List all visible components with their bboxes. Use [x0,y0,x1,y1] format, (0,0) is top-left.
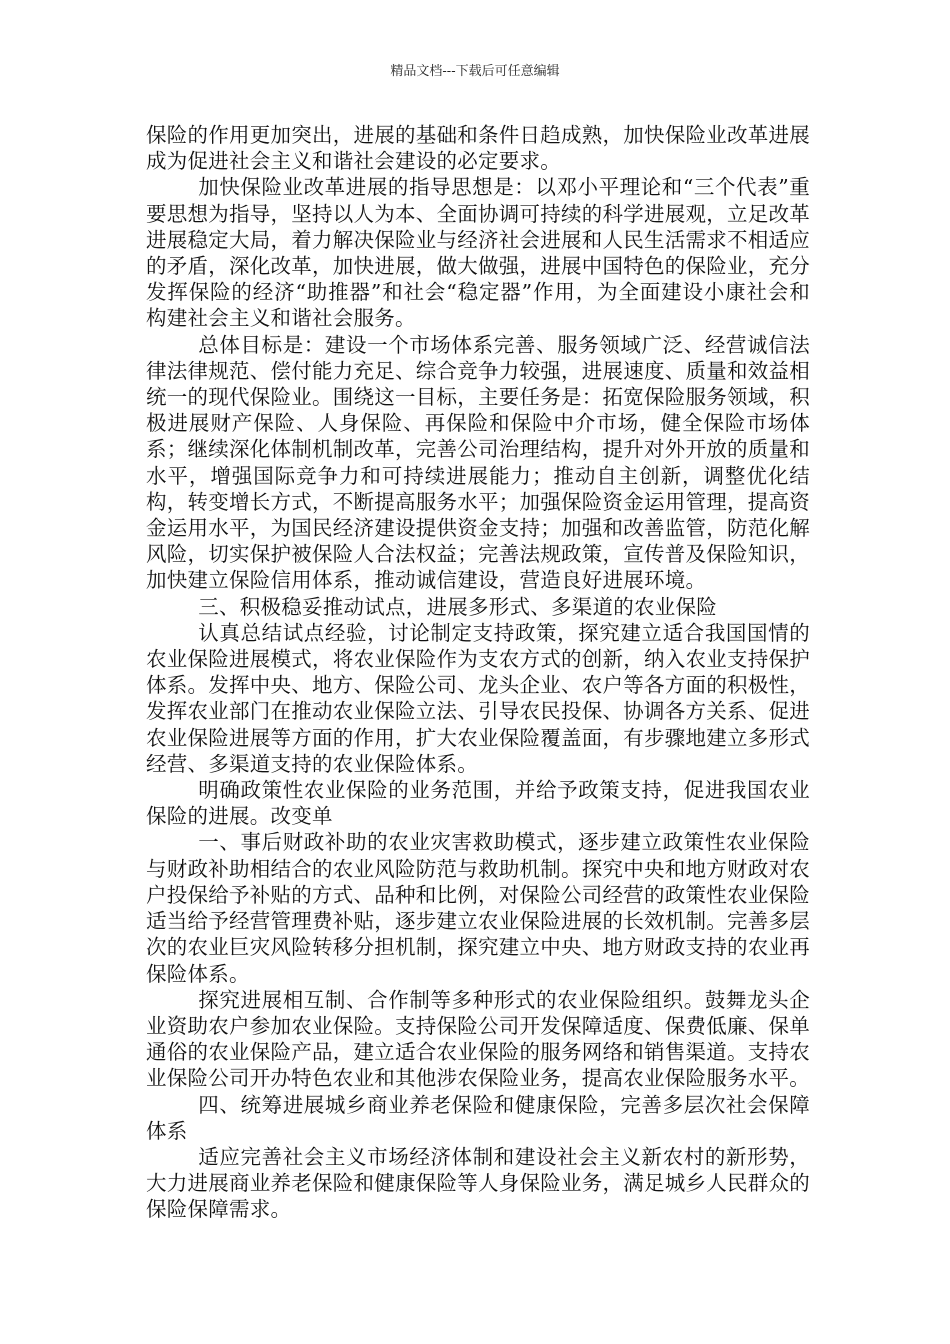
paragraph-1: 保险的作用更加突出，进展的基础和条件日趋成熟，加快保险业改革进展成为促进社会主义和谐社会建设的必定要求。 [146,123,810,174]
paragraph-5: 明确政策性农业保险的业务范围，并给予政策支持，促进我国农业保险的进展。改变单 [146,778,810,829]
paragraph-8: 适应完善社会主义市场经济体制和建设社会主义新农村的新形势，大力进展商业养老保险和健康保险等人身保险业务，满足城乡人民群众的保险保障需求。 [146,1144,810,1222]
paragraph-6: 一、事后财政补助的农业灾害救助模式，逐步建立政策性农业保险与财政补助相结合的农业风险防范与救助机制。探究中央和地方财政对农户投保给予补贴的方式、品种和比例，对保险公司经营的政策性农业保险适当给予经营管理费补贴，逐步建立农业保险进展的长效机制。完善多层次的农业巨灾风险转移分担机制，探究建立中央、地方财政支持的农业再保险体系。 [146,830,810,986]
section-heading-4: 四、统筹进展城乡商业养老保险和健康保险，完善多层次社会保障体系 [146,1092,810,1143]
paragraph-2: 加快保险业改革进展的指导思想是：以邓小平理论和“三个代表”重要思想为指导，坚持以人为本、全面协调可持续的科学进展观，立足改革进展稳定大局，着力解决保险业与经济社会进展和人民生活需求不相适应的矛盾，深化改革，加快进展，做大做强，进展中国特色的保险业，充分发挥保险的经济“助推器”和社会“稳定器”作用，为全面建设小康社会和构建社会主义和谐社会服务。 [146,175,810,331]
paragraph-3: 总体目标是：建设一个市场体系完善、服务领域广泛、经营诚信法律法律规范、偿付能力充足、综合竞争力较强，进展速度、质量和效益相统一的现代保险业。围绕这一目标，主要任务是：拓宽保险服务领域，积极进展财产保险、人身保险、再保险和保险中介市场，健全保险市场体系；继续深化体制机制改革，完善公司治理结构，提升对外开放的质量和水平，增强国际竞争力和可持续进展能力；推动自主创新，调整优化结构，转变增长方式，不断提高服务水平；加强保险资金运用管理，提高资金运用水平，为国民经济建设提供资金支持；加强和改善监管，防范化解风险，切实保护被保险人合法权益；完善法规政策，宣传普及保险知识，加快建立保险信用体系，推动诚信建设，营造良好进展环境。 [146,332,810,593]
paragraph-4: 认真总结试点经验，讨论制定支持政策，探究建立适合我国国情的农业保险进展模式，将农业保险作为支农方式的创新，纳入农业支持保护体系。发挥中央、地方、保险公司、龙头企业、农户等各方面的积极性，发挥农业部门在推动农业保险立法、引导农民投保、协调各方关系、促进农业保险进展等方面的作用，扩大农业保险覆盖面，有步骤地建立多形式经营、多渠道支持的农业保险体系。 [146,620,810,776]
section-heading-3: 三、积极稳妥推动试点，进展多形式、多渠道的农业保险 [198,594,718,619]
document-body [146,122,810,1223]
paragraph-7: 探究进展相互制、合作制等多种形式的农业保险组织。鼓舞龙头企业资助农户参加农业保险。支持保险公司开发保障适度、保费低廉、保单通俗的农业保险产品，建立适合农业保险的服务网络和销售渠道。支持农业保险公司开办特色农业和其他涉农保险业务，提高农业保险服务水平。 [146,987,810,1091]
page-header: 精品文档---下载后可任意编辑 [390,64,560,79]
